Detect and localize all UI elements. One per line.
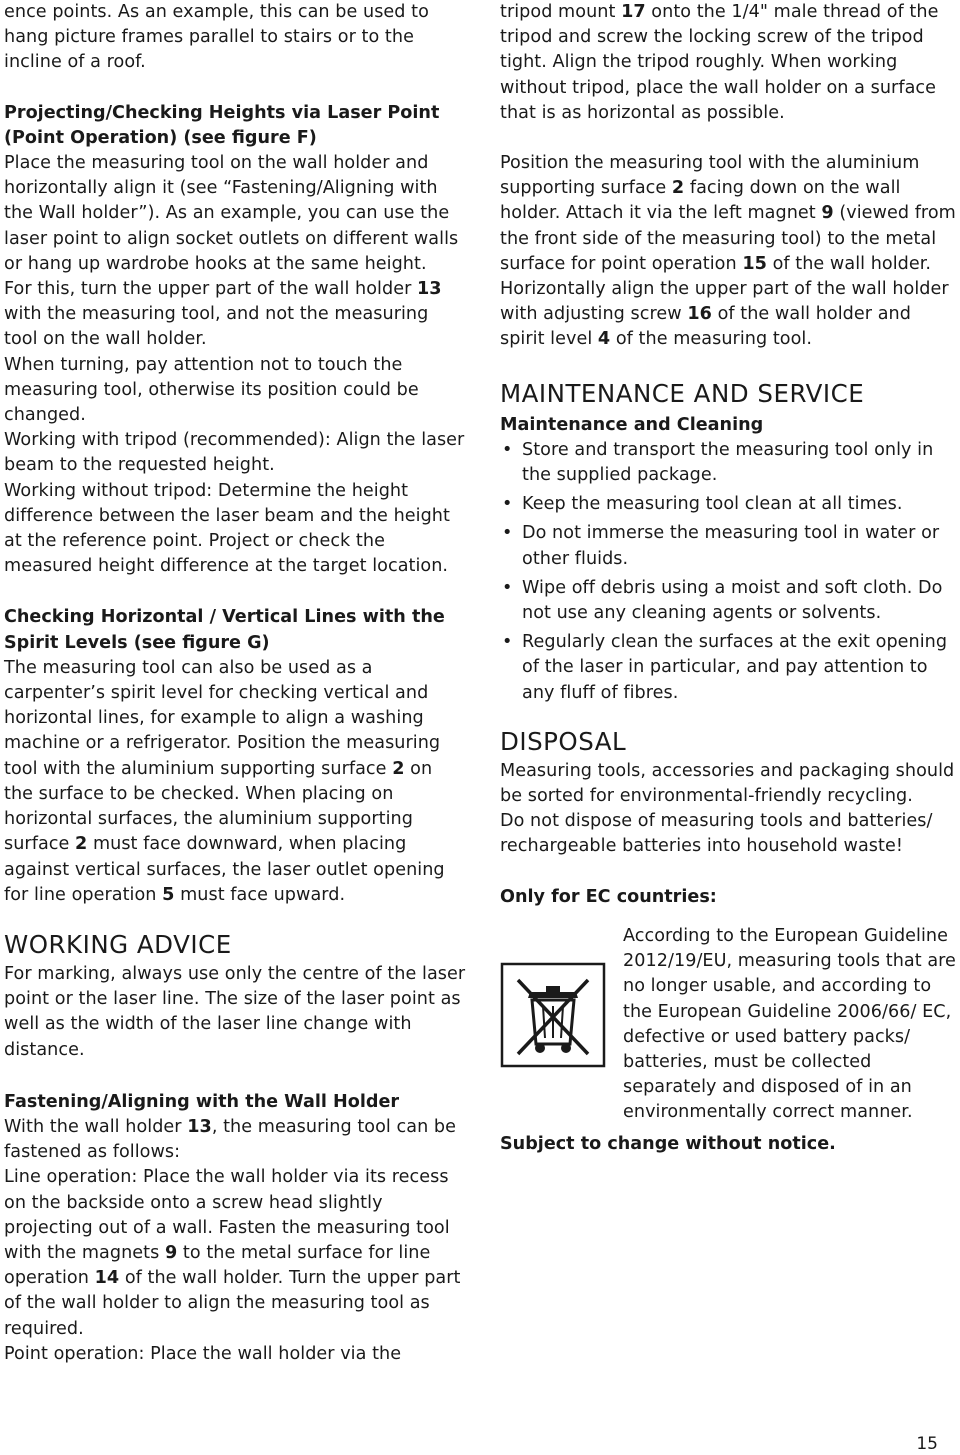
- ec-countries-heading: Only for EC countries:: [500, 886, 717, 907]
- disposal-paragraph-1: Measuring tools, accessories and packaging should be sorted for environmental-friendly recycling.: [500, 760, 955, 807]
- ec-block: [500, 924, 958, 1139]
- fastening-paragraph-2: Line operation: Place the wall holder via its recess on the backside onto a screw head slightly projecting out of a wall. Fasten the measuring tool with the magnets 9 to the metal surface for line operation 14 of the wall holder. Turn the upper part of the wall holder to align the measuring tool as required.: [4, 1167, 461, 1339]
- ec-guideline-paragraph: According to the European Guideline 2012/19/EU, measuring tools that are no longer usable, and according to the European Guideline 2006/66/ EC, defective or used battery packs/ batteries, must be collected separately and disposed of in an environmentally correct manner.: [623, 925, 956, 1123]
- fastening-heading: Fastening/Aligning with the Wall Holder: [4, 1091, 400, 1112]
- list-item: • Wipe off debris using a moist and soft cloth. Do not use any cleaning agents or solvents.: [500, 576, 958, 626]
- working-advice-heading: WORKING ADVICE: [4, 929, 232, 959]
- right-column: [500, 0, 958, 1157]
- checking-section: [4, 605, 466, 907]
- projecting-heading: Projecting/Checking Heights via Laser Point (Point Operation) (see figure F): [4, 102, 440, 148]
- maintenance-subheading: Maintenance and Cleaning: [500, 414, 764, 435]
- projecting-paragraph-4: Working with tripod (recommended): Align the laser beam to the requested height.: [4, 430, 465, 476]
- crossed-out-wheelie-bin-icon: [500, 962, 606, 1068]
- working-advice-section: [4, 930, 466, 1063]
- page-number: 15: [916, 1434, 938, 1454]
- disposal-paragraph-2: Do not dispose of measuring tools and batteries/ rechargeable batteries into household waste!: [500, 811, 933, 857]
- horizontal-align-paragraph: Horizontally align the upper part of the wall holder with adjusting screw 16 of the wall holder and spirit level 4 of the measuring tool.: [500, 279, 949, 350]
- list-item: • Keep the measuring tool clean at all times.: [500, 492, 958, 517]
- subject-to-change-note: Subject to change without notice.: [500, 1133, 836, 1154]
- fastening-section: [4, 1090, 466, 1367]
- checking-heading: Checking Horizontal / Vertical Lines with the Spirit Levels (see figure G): [4, 607, 445, 653]
- list-item: • Regularly clean the surfaces at the exit opening of the laser in particular, and pay attention to any fluff of fibres.: [500, 630, 958, 706]
- list-item: • Store and transport the measuring tool only in the supplied package.: [500, 438, 958, 488]
- projecting-paragraph-3: When turning, pay attention not to touch the measuring tool, otherwise its position could be changed.: [4, 354, 419, 426]
- maintenance-heading: MAINTENANCE AND SERVICE: [500, 378, 865, 408]
- fastening-paragraph-3: Point operation: Place the wall holder via the: [4, 1343, 402, 1364]
- left-column: [4, 0, 466, 1367]
- projecting-paragraph-2: For this, turn the upper part of the wall holder 13 with the measuring tool, and not the measuring tool on the wall holder.: [4, 279, 442, 350]
- maintenance-section: [500, 379, 958, 706]
- position-paragraph: Position the measuring tool with the aluminium supporting surface 2 facing down on the wall holder. Attach it via the left magnet 9 (viewed from the front side of the measuring tool) to the metal surface for point operation 15 of the wall holder.: [500, 153, 956, 274]
- projecting-paragraph-5: Working without tripod: Determine the height difference between the laser beam and the height at the reference point. Project or check the measured height difference at the target location.: [4, 480, 450, 577]
- maintenance-list: [500, 438, 958, 706]
- checking-paragraph: The measuring tool can also be used as a carpenter’s spirit level for checking vertical and horizontal lines, for example to align a washing machine or a refrigerator. Position the measuring tool with the aluminium supporting surface 2 on the surface to be checked. When placing on horizontal surfaces, the aluminium supporting surface 2 must face downward, when placing against vertical surfaces, the laser outlet opening for line operation 5 must face upward.: [4, 657, 445, 905]
- fastening-paragraph-1: With the wall holder 13, the measuring tool can be fastened as follows:: [4, 1116, 457, 1163]
- disposal-section: [500, 727, 958, 1139]
- projecting-paragraph-1: Place the measuring tool on the wall holder and horizontally align it (see “Fastening/Aligning with the Wall holder”). As an example, you can use the laser point to align socket outlets on different walls or hang up wardrobe hooks at the same height.: [4, 153, 459, 274]
- working-advice-paragraph: For marking, always use only the centre of the laser point or the laser line. The size of the laser point as well as the width of the laser line change with distance.: [4, 963, 466, 1060]
- disposal-heading: DISPOSAL: [500, 726, 627, 756]
- intro-paragraph: ence points. As an example, this can be used to hang picture frames parallel to stairs or to the incline of a roof.: [4, 2, 429, 73]
- tripod-paragraph: tripod mount 17 onto the 1/4" male thread of the tripod and screw the locking screw of the tripod tight. Align the tripod roughly. When working without tripod, place the wall holder on a surface that is as horizontal as possible.: [500, 2, 939, 123]
- projecting-section: [4, 101, 466, 580]
- list-item: • Do not immerse the measuring tool in water or other fluids.: [500, 521, 958, 571]
